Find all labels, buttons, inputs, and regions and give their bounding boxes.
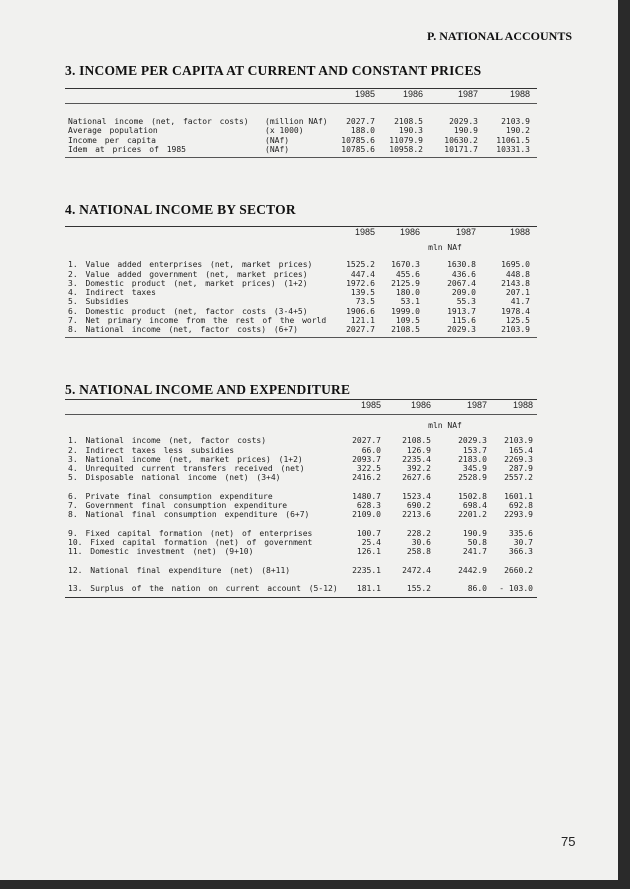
row-value: 2093.7 — [352, 454, 381, 464]
unit-row — [65, 421, 537, 430]
row-label: 4. Indirect taxes — [68, 288, 156, 298]
table-row — [65, 145, 537, 154]
row-value: 30.6 — [411, 537, 431, 547]
table-row — [65, 279, 537, 288]
row-value: 2213.6 — [402, 510, 431, 520]
row-value: 287.9 — [508, 464, 533, 474]
row-group — [65, 436, 537, 482]
row-value: 188.0 — [350, 126, 375, 136]
row-value: 155.2 — [406, 583, 431, 593]
row-value: 153.7 — [462, 445, 487, 455]
row-label: 11. Domestic investment (net) (9+10) — [68, 547, 254, 557]
row-value: 209.0 — [451, 288, 476, 298]
row-label: 1. National income (net, factor costs) — [68, 436, 267, 446]
table-row — [65, 436, 537, 445]
row-label: 7. Net primary income from the rest of the world — [68, 316, 327, 326]
row-label: 6. Domestic product (net, factor costs (3-4+5) — [68, 306, 308, 316]
row-value: 2472.4 — [402, 565, 431, 575]
row-label: 12. National final expenditure (net) (8+11) — [68, 565, 291, 575]
table-rule — [65, 597, 537, 598]
table-row — [65, 307, 537, 316]
table-rule — [65, 337, 537, 338]
row-label: 5. Subsidies — [68, 297, 129, 307]
row-value: 1978.4 — [501, 306, 530, 316]
row-value: 41.7 — [510, 297, 530, 307]
table-row — [65, 510, 537, 519]
row-value: 207.1 — [505, 288, 530, 298]
table4-title: 4. NATIONAL INCOME BY SECTOR — [65, 202, 296, 217]
year-header-row — [65, 227, 537, 241]
row-value: 1601.1 — [504, 491, 533, 501]
row-value: - 103.0 — [499, 583, 533, 593]
row-value: 30.7 — [513, 537, 533, 547]
income-per-capita-table — [65, 88, 537, 158]
year-header: 1988 — [509, 89, 530, 99]
row-value: 165.4 — [508, 445, 533, 455]
row-value: 692.8 — [508, 501, 533, 511]
row-label: National income (net, factor costs) — [68, 117, 249, 126]
row-value: 455.6 — [395, 269, 420, 279]
row-value: 11079.9 — [389, 135, 423, 145]
row-value: 2557.2 — [504, 473, 533, 483]
row-value: 2103.9 — [504, 436, 533, 446]
table-row — [65, 136, 537, 145]
table-row — [65, 529, 537, 538]
row-value: 121.1 — [350, 316, 375, 326]
row-label: Average population — [68, 126, 158, 136]
row-value: 2103.9 — [501, 325, 530, 335]
row-label: 3. Domestic product (net, market prices) (1+2) — [68, 278, 308, 288]
table-row — [65, 325, 537, 334]
row-value: 698.4 — [462, 501, 487, 511]
row-value: 2108.5 — [402, 436, 431, 446]
row-label: 2. Indirect taxes less subsidies — [68, 445, 235, 455]
national-income-expenditure-table — [65, 399, 537, 598]
row-value: 436.6 — [451, 269, 476, 279]
row-value: 11061.5 — [496, 135, 530, 145]
row-value: 10171.7 — [444, 144, 478, 154]
row-label: 3. National income (net, market prices) (1+2) — [68, 454, 303, 464]
row-value: 2125.9 — [391, 278, 420, 288]
table-row — [65, 270, 537, 279]
table-row — [65, 566, 537, 575]
row-value: 2627.6 — [402, 473, 431, 483]
row-group — [65, 584, 537, 593]
year-header: 1988 — [512, 400, 533, 410]
row-value: 2103.9 — [501, 117, 530, 126]
row-value: 2235.4 — [402, 454, 431, 464]
row-value: 2067.4 — [447, 278, 476, 288]
row-value: 53.1 — [400, 297, 420, 307]
table-row — [65, 288, 537, 297]
row-value: 2201.2 — [458, 510, 487, 520]
row-value: 345.9 — [462, 464, 487, 474]
page-number: 75 — [561, 834, 576, 849]
table-row — [65, 584, 537, 593]
row-value: 180.0 — [395, 288, 420, 298]
row-value: 2027.7 — [352, 436, 381, 446]
row-value: 1972.6 — [346, 278, 375, 288]
row-label: 2. Value added government (net, market prices) — [68, 269, 308, 279]
year-header: 1988 — [509, 227, 530, 237]
row-value: 322.5 — [356, 464, 381, 474]
row-value: 2143.8 — [501, 278, 530, 288]
row-label: 7. Government final consumption expenditure — [68, 501, 288, 511]
year-header: 1986 — [410, 400, 431, 410]
row-value: 2442.9 — [458, 565, 487, 575]
table-row — [65, 501, 537, 510]
row-value: 125.5 — [505, 316, 530, 326]
table-row — [65, 126, 537, 135]
table5-title: 5. NATIONAL INCOME AND EXPENDITURE — [65, 382, 351, 397]
row-value: 86.0 — [467, 583, 487, 593]
row-value: 126.1 — [356, 547, 381, 557]
row-value: 2027.7 — [346, 325, 375, 335]
table-row — [65, 464, 537, 473]
table-row — [65, 538, 537, 547]
row-value: 2235.1 — [352, 565, 381, 575]
table-row — [65, 547, 537, 556]
row-value: 2183.0 — [458, 454, 487, 464]
unit-row — [65, 243, 537, 252]
row-label: 9. Fixed capital formation (net) of enterprises — [68, 528, 313, 538]
year-header: 1987 — [466, 400, 487, 410]
row-value: 1695.0 — [501, 260, 530, 270]
row-value: 1670.3 — [391, 260, 420, 270]
row-value: 335.6 — [508, 528, 533, 538]
row-value: 241.7 — [462, 547, 487, 557]
row-value: 447.4 — [350, 269, 375, 279]
year-header: 1985 — [354, 227, 375, 237]
row-unit: (million NAf) — [265, 117, 328, 126]
table-row — [65, 260, 537, 269]
row-value: 190.3 — [398, 126, 423, 136]
section-header: P. NATIONAL ACCOUNTS — [426, 29, 572, 43]
row-value: 1630.8 — [447, 260, 476, 270]
row-label: 5. Disposable national income (net) (3+4) — [68, 473, 281, 483]
row-value: 258.8 — [406, 547, 431, 557]
year-header: 1986 — [399, 227, 420, 237]
row-value: 73.5 — [355, 297, 375, 307]
year-header-row — [65, 89, 537, 103]
row-value: 392.2 — [406, 464, 431, 474]
row-value: 2660.2 — [504, 565, 533, 575]
row-unit: (x 1000) — [265, 126, 304, 136]
row-label: 6. Private final consumption expenditure — [68, 491, 273, 501]
row-label: Income per capita — [68, 135, 156, 145]
year-header-row — [65, 400, 537, 414]
row-label: 8. National final consumption expenditure (6+7) — [68, 510, 310, 520]
row-value: 1480.7 — [352, 491, 381, 501]
row-label: Idem at prices of 1985 — [68, 144, 186, 154]
row-value: 2269.3 — [504, 454, 533, 464]
row-value: 2293.9 — [504, 510, 533, 520]
row-value: 2029.3 — [458, 436, 487, 446]
row-value: 190.9 — [453, 126, 478, 136]
table-row — [65, 473, 537, 482]
row-value: 25.4 — [361, 537, 381, 547]
table-row — [65, 455, 537, 464]
row-value: 628.3 — [356, 501, 381, 511]
year-header: 1987 — [457, 89, 478, 99]
row-value: 10630.2 — [444, 135, 478, 145]
row-value: 1913.7 — [447, 306, 476, 316]
year-header: 1985 — [360, 400, 381, 410]
row-label: 13. Surplus of the nation on current account (5-12) — [68, 583, 338, 593]
row-value: 10785.6 — [341, 144, 375, 154]
row-group — [65, 566, 537, 575]
row-value: 2029.3 — [449, 117, 478, 126]
row-value: 1906.6 — [346, 306, 375, 316]
table-row — [65, 117, 537, 126]
row-value: 366.3 — [508, 547, 533, 557]
row-group — [65, 529, 537, 557]
row-value: 139.5 — [350, 288, 375, 298]
table-row — [65, 492, 537, 501]
row-value: 2528.9 — [458, 473, 487, 483]
table-rule — [65, 157, 537, 158]
row-value: 2027.7 — [346, 117, 375, 126]
unit-label: mln NAf — [428, 421, 462, 430]
row-value: 10331.3 — [496, 144, 530, 154]
row-value: 1525.2 — [346, 260, 375, 270]
row-value: 109.5 — [395, 316, 420, 326]
row-value: 50.8 — [467, 537, 487, 547]
row-value: 10785.6 — [341, 135, 375, 145]
unit-label: mln NAf — [428, 243, 462, 252]
row-label: 1. Value added enterprises (net, market prices) — [68, 260, 313, 270]
row-value: 1999.0 — [391, 306, 420, 316]
table-row — [65, 297, 537, 306]
row-value: 190.9 — [462, 528, 487, 538]
year-header: 1986 — [402, 89, 423, 99]
row-value: 2416.2 — [352, 473, 381, 483]
row-label: 10. Fixed capital formation (net) of government — [68, 537, 313, 547]
row-value: 228.2 — [406, 528, 431, 538]
row-value: 1502.8 — [458, 491, 487, 501]
row-label: 4. Unrequited current transfers received (net) — [68, 464, 305, 474]
row-value: 690.2 — [406, 501, 431, 511]
row-group — [65, 492, 537, 520]
table-row — [65, 316, 537, 325]
row-value: 1523.4 — [402, 491, 431, 501]
row-value: 181.1 — [356, 583, 381, 593]
row-unit: (NAf) — [265, 144, 290, 154]
row-label: 8. National income (net, factor costs) (6+7) — [68, 325, 298, 335]
row-value: 100.7 — [356, 528, 381, 538]
row-value: 10958.2 — [389, 144, 423, 154]
table3-title: 3. INCOME PER CAPITA AT CURRENT AND CONSTANT PRICES — [65, 63, 482, 78]
row-value: 55.3 — [456, 297, 476, 307]
row-value: 126.9 — [406, 445, 431, 455]
table-row — [65, 446, 537, 455]
row-unit: (NAf) — [265, 135, 290, 145]
row-value: 2108.5 — [394, 117, 423, 126]
row-value: 2109.0 — [352, 510, 381, 520]
row-value: 115.6 — [451, 316, 476, 326]
row-value: 2029.3 — [447, 325, 476, 335]
year-header: 1987 — [455, 227, 476, 237]
row-value: 190.2 — [505, 126, 530, 136]
row-value: 2108.5 — [391, 325, 420, 335]
year-header: 1985 — [354, 89, 375, 99]
row-value: 66.0 — [361, 445, 381, 455]
row-value: 448.8 — [505, 269, 530, 279]
national-income-by-sector-table — [65, 226, 537, 338]
